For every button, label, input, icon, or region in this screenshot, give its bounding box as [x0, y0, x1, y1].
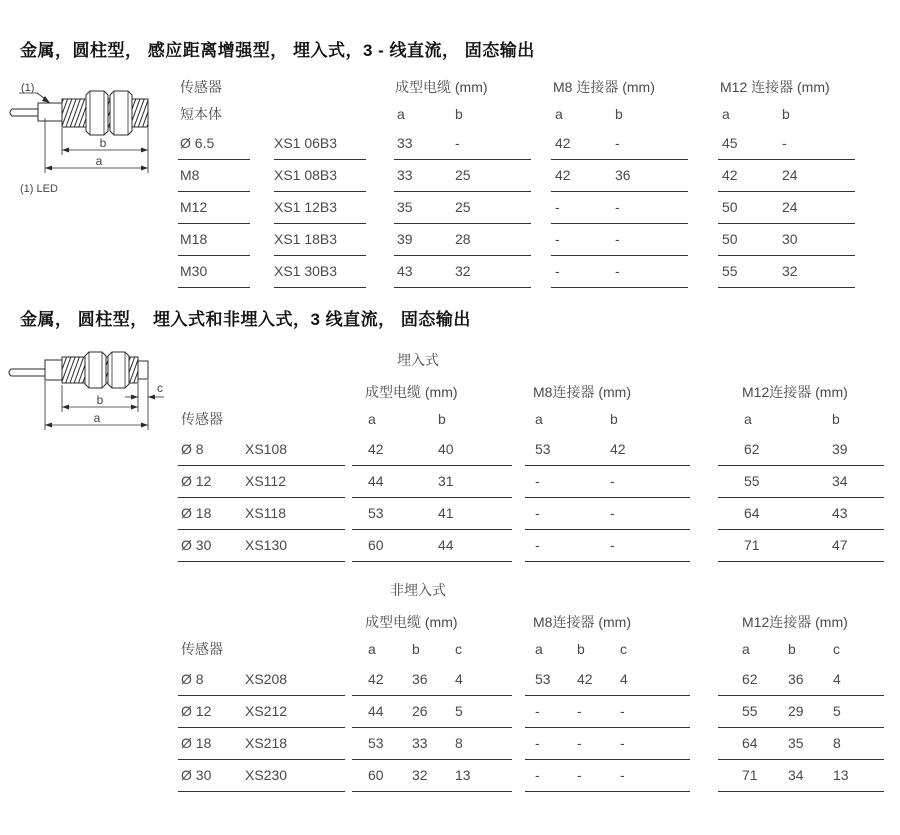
cable [10, 109, 38, 116]
dim-value: 35 [397, 199, 413, 215]
dim-value: 39 [397, 231, 413, 247]
dim-value: 60 [368, 537, 384, 553]
col-label-b: b [832, 411, 840, 427]
model-ref-cell: XS1 06B3 [274, 128, 366, 160]
dim-label-a: a [95, 154, 103, 168]
dim-group-m8-cell [525, 498, 690, 530]
sensor-size-cell: M8 [178, 160, 250, 192]
sensor-sensing-tip [138, 361, 148, 379]
dim-group-cable-cell [352, 696, 512, 728]
dim-group-m8-cell [525, 760, 690, 792]
dim-value: 42 [610, 441, 626, 457]
dim-value: 32 [782, 263, 798, 279]
dim-group-m12-cell [718, 728, 884, 760]
dim-group-cable-cell [352, 466, 512, 498]
table-row [178, 728, 884, 760]
col-label-a: a [742, 641, 750, 657]
dim-value: 13 [455, 767, 471, 783]
col-label-a: a [722, 106, 730, 122]
dim-value: 44 [368, 473, 384, 489]
dim-value: 41 [438, 505, 454, 521]
table-body [178, 128, 855, 288]
dim-group-cable-cell [352, 728, 512, 760]
subheader-cols-m12 [718, 638, 884, 664]
table-row [178, 664, 884, 696]
sensor-size-cell: M12 [178, 192, 250, 224]
arrowhead [62, 148, 69, 153]
dim-group-m8-cell [525, 466, 690, 498]
dim-group-m8-cell [525, 434, 690, 466]
arrowhead [45, 166, 52, 171]
model-ref: XS218 [245, 735, 288, 751]
dim-value: - [535, 703, 540, 719]
dim-value: 13 [833, 767, 849, 783]
dim-value: 62 [742, 671, 758, 687]
col-label-b: b [577, 641, 585, 657]
dim-value: 32 [412, 767, 428, 783]
model-ref: XS230 [245, 767, 288, 783]
col-label-a: a [535, 641, 543, 657]
dim-value: 32 [455, 263, 471, 279]
dim-label-c: c [157, 381, 163, 395]
dim-value: 4 [833, 671, 841, 687]
col-label-b: b [455, 106, 463, 122]
sensor-model-cell [178, 498, 345, 530]
arrowhead [141, 148, 148, 153]
dim-value: 55 [744, 473, 760, 489]
table-row [178, 498, 884, 530]
group-header-molded-cable: 成型电缆 (mm) [365, 384, 458, 400]
dim-group-m12-cell [718, 530, 884, 562]
dim-value: 31 [438, 473, 454, 489]
dim-value: 34 [832, 473, 848, 489]
col-label-b: b [782, 106, 790, 122]
column-header-sensor: 传感器 [180, 79, 222, 95]
dim-value: - [610, 505, 615, 521]
dim-value: 5 [833, 703, 841, 719]
subheader-cols-m8 [525, 408, 690, 434]
sensor-size: Ø 18 [181, 735, 212, 751]
dim-value: 8 [455, 735, 463, 751]
dim-value: - [555, 199, 560, 215]
dim-group-m12-cell [718, 760, 884, 792]
sensor-size-cell: M18 [178, 224, 250, 256]
col-label-a: a [555, 106, 563, 122]
dim-value: 47 [832, 537, 848, 553]
dim-group-m12-cell [718, 160, 855, 192]
dim-group-cable-cell [352, 434, 512, 466]
table-header-row [178, 606, 884, 638]
section2-title: 金属， 圆柱型， 埋入式和非埋入式，3 线直流， 固态输出 [20, 310, 471, 329]
dim-value: 4 [620, 671, 628, 687]
dim-group-m8-cell [551, 256, 688, 288]
table-non-flush [178, 574, 884, 792]
dim-value: 64 [744, 505, 760, 521]
dim-group-m12-cell [718, 498, 884, 530]
sensor-size: Ø 30 [181, 767, 212, 783]
arrowhead [148, 395, 155, 400]
dim-group-m8-cell [525, 696, 690, 728]
subheader-cols-cable [352, 408, 512, 434]
model-ref: XS118 [245, 505, 286, 521]
hex-nut [108, 352, 129, 388]
sensor-rear-body [45, 360, 62, 380]
model-ref: XS208 [245, 671, 288, 687]
dim-value: 42 [722, 167, 738, 183]
col-label-c: c [833, 641, 840, 657]
table-row [178, 160, 855, 192]
dim-group-m8-cell [525, 664, 690, 696]
dim-value: 33 [397, 135, 413, 151]
sensor-model-cell [178, 728, 345, 760]
model-ref: XS212 [245, 703, 288, 719]
dim-value: - [615, 263, 620, 279]
dim-value: 53 [368, 505, 384, 521]
dim-value: 24 [782, 167, 798, 183]
dim-value: 50 [722, 231, 738, 247]
table-row [178, 434, 884, 466]
dim-value: - [620, 767, 625, 783]
dim-value: - [620, 735, 625, 751]
col-label-b: b [438, 411, 446, 427]
group-header-m12-connector: M12连接器 (mm) [742, 614, 848, 630]
dim-value: 50 [722, 199, 738, 215]
col-label-b: b [610, 411, 618, 427]
subtable-title-row [178, 344, 884, 376]
dim-value: - [535, 473, 540, 489]
col-label-c: c [620, 641, 627, 657]
cable [9, 369, 45, 376]
dim-value: - [610, 537, 615, 553]
sensor-size-cell: M30 [178, 256, 250, 288]
sensor-model-cell [178, 696, 345, 728]
dim-value: - [620, 703, 625, 719]
table-row [178, 192, 855, 224]
dim-group-m8-cell [525, 530, 690, 562]
dim-value: 25 [455, 199, 471, 215]
dim-value: 55 [722, 263, 738, 279]
callout-label: (1) [21, 82, 35, 94]
dim-value: 42 [555, 135, 571, 151]
sensor-size: Ø 18 [181, 505, 212, 521]
dim-group-m12-cell [718, 696, 884, 728]
dim-group-m12-cell [718, 434, 884, 466]
table-row [178, 128, 855, 160]
table-subheader-row [178, 408, 884, 434]
sensor-model-cell [178, 434, 345, 466]
dim-value: 44 [438, 537, 454, 553]
sensor-header-label: 传感器 [181, 641, 223, 657]
dim-value: - [455, 135, 460, 151]
arrowhead [141, 166, 148, 171]
dim-value: 64 [742, 735, 758, 751]
col-label-a: a [397, 106, 405, 122]
dim-value: 34 [788, 767, 804, 783]
dim-group-m8-cell [551, 224, 688, 256]
model-ref: XS130 [245, 537, 288, 553]
dim-value: 42 [555, 167, 571, 183]
dim-group-cable-cell [394, 160, 531, 192]
subheader-cols-m8 [551, 106, 688, 128]
group-header-m8-connector: M8连接器 (mm) [533, 614, 631, 630]
table-body [178, 664, 884, 792]
dim-value: 55 [742, 703, 758, 719]
dim-group-cable-cell [394, 224, 531, 256]
arrowhead [62, 405, 69, 410]
dim-value: 62 [744, 441, 760, 457]
arrowhead [131, 395, 138, 400]
dim-value: - [535, 735, 540, 751]
dim-value: - [615, 199, 620, 215]
dim-value: 40 [438, 441, 454, 457]
dim-group-cable-cell [352, 664, 512, 696]
dim-group-cable-cell [352, 760, 512, 792]
subheader-cols-m8 [525, 638, 690, 664]
spacer [178, 344, 352, 376]
table-row [178, 224, 855, 256]
col-label-b: b [412, 641, 420, 657]
model-column-spacer [274, 106, 366, 128]
table-flush [178, 344, 884, 562]
dim-value: 53 [535, 671, 551, 687]
col-label-a: a [744, 411, 752, 427]
column-subheader-short-body: 短本体 [180, 106, 222, 122]
group-header-molded-cable: 成型电缆 (mm) [395, 79, 488, 95]
dim-value: 71 [742, 767, 758, 783]
table-header-row [178, 376, 884, 408]
table-row [178, 696, 884, 728]
model-ref: XS108 [245, 441, 288, 457]
arrowhead [131, 405, 138, 410]
group-header-m12-connector: M12 连接器 (mm) [720, 79, 830, 95]
table-flush-enhanced [178, 76, 855, 288]
model-ref-cell: XS1 08B3 [274, 160, 366, 192]
model-ref-cell: XS1 18B3 [274, 224, 366, 256]
table-header-row [178, 76, 855, 106]
dim-value: 43 [397, 263, 413, 279]
dim-value: 36 [788, 671, 804, 687]
col-label-a: a [368, 641, 376, 657]
dim-group-cable-cell [394, 192, 531, 224]
subtable-title-flush: 埋入式 [397, 352, 439, 368]
hex-nut [85, 352, 106, 388]
dim-group-m12-cell [718, 256, 855, 288]
dim-group-m8-cell [551, 192, 688, 224]
dim-value: - [555, 231, 560, 247]
dim-value: - [577, 767, 582, 783]
dim-group-m12-cell [718, 664, 884, 696]
table-body [178, 434, 884, 562]
dim-value: 43 [832, 505, 848, 521]
sensor-model-cell [178, 530, 345, 562]
dim-value: - [782, 135, 787, 151]
dim-value: 36 [412, 671, 428, 687]
dim-value: - [577, 735, 582, 751]
dim-label-b: b [99, 136, 107, 150]
subheader-cols-m12 [718, 408, 884, 434]
dim-value: 4 [455, 671, 463, 687]
dim-value: 53 [368, 735, 384, 751]
dim-value: 35 [788, 735, 804, 751]
subheader-cols-cable [352, 638, 512, 664]
table-row [178, 256, 855, 288]
sensor-size: Ø 8 [181, 671, 204, 687]
hex-nut [110, 91, 132, 135]
dim-label-a: a [93, 411, 101, 425]
dim-group-m12-cell [718, 128, 855, 160]
dim-value: 33 [412, 735, 428, 751]
col-label-b: b [615, 106, 623, 122]
sensor-model-cell [178, 466, 345, 498]
table-row [178, 760, 884, 792]
sensor-header-label: 传感器 [181, 411, 223, 427]
column-header-sensor [178, 408, 345, 434]
dim-value: 53 [535, 441, 551, 457]
col-label-b: b [788, 641, 796, 657]
sensor-column-spacer [178, 606, 345, 638]
sensor-diagram-general [5, 345, 175, 460]
subheader-cols-m12 [718, 106, 855, 128]
dim-value: 29 [788, 703, 804, 719]
arrowhead [45, 423, 52, 428]
column-header-sensor [178, 638, 345, 664]
dim-label-b: b [96, 393, 104, 407]
section1-title: 金属，圆柱型， 感应距离增强型， 埋入式，3 - 线直流， 固态输出 [20, 41, 535, 60]
sensor-diagram-flush [5, 78, 175, 203]
table-row [178, 530, 884, 562]
dim-value: 8 [833, 735, 841, 751]
group-header-m12-connector: M12连接器 (mm) [742, 384, 848, 400]
col-label-c: c [455, 641, 462, 657]
subtable-title-row [178, 574, 884, 606]
table-subheader-row [178, 638, 884, 664]
table-subheader-row [178, 106, 855, 128]
sensor-column-spacer [178, 376, 345, 408]
sensor-size: Ø 30 [181, 537, 212, 553]
model-ref: XS112 [245, 473, 286, 489]
dim-value: 36 [615, 167, 631, 183]
dim-value: 42 [577, 671, 593, 687]
dim-value: 30 [782, 231, 798, 247]
group-header-molded-cable: 成型电缆 (mm) [365, 614, 458, 630]
sensor-size: Ø 12 [181, 473, 212, 489]
dim-group-m8-cell [525, 728, 690, 760]
sensor-rear-body [38, 103, 62, 121]
dim-value: 44 [368, 703, 384, 719]
hex-nut [86, 91, 108, 135]
dim-value: - [577, 703, 582, 719]
dim-group-cable-cell [352, 498, 512, 530]
sensor-size: Ø 8 [181, 441, 204, 457]
dim-group-cable-cell [394, 128, 531, 160]
dim-value: 42 [368, 441, 384, 457]
dim-value: 39 [832, 441, 848, 457]
dim-value: 25 [455, 167, 471, 183]
group-header-m8-connector: M8 连接器 (mm) [553, 79, 655, 95]
col-label-a: a [368, 411, 376, 427]
model-column-spacer [274, 76, 366, 106]
sensor-size-cell: Ø 6.5 [178, 128, 250, 160]
sensor-model-cell [178, 664, 345, 696]
dim-group-cable-cell [394, 256, 531, 288]
dim-group-m12-cell [718, 192, 855, 224]
arrowhead [141, 423, 148, 428]
model-ref-cell: XS1 30B3 [274, 256, 366, 288]
dim-value: 26 [412, 703, 428, 719]
dim-group-m12-cell [718, 224, 855, 256]
dim-value: - [555, 263, 560, 279]
dim-value: - [535, 505, 540, 521]
spacer [178, 574, 352, 606]
col-label-a: a [535, 411, 543, 427]
dim-value: 45 [722, 135, 738, 151]
dim-value: - [535, 537, 540, 553]
dim-value: 24 [782, 199, 798, 215]
dim-value: 33 [397, 167, 413, 183]
group-header-m8-connector: M8连接器 (mm) [533, 384, 631, 400]
sensor-model-cell [178, 760, 345, 792]
dim-value: - [610, 473, 615, 489]
dim-group-cable-cell [352, 530, 512, 562]
subtable-title-non-flush: 非埋入式 [390, 582, 446, 598]
dim-group-m8-cell [551, 160, 688, 192]
dim-group-m12-cell [718, 466, 884, 498]
dim-value: 60 [368, 767, 384, 783]
dim-value: 42 [368, 671, 384, 687]
dim-value: - [615, 135, 620, 151]
dim-value: 28 [455, 231, 471, 247]
model-ref-cell: XS1 12B3 [274, 192, 366, 224]
dim-value: - [535, 767, 540, 783]
dim-group-m8-cell [551, 128, 688, 160]
dim-value: 5 [455, 703, 463, 719]
subheader-cols-cable [394, 106, 531, 128]
led-note: (1) LED [20, 183, 58, 195]
table-row [178, 466, 884, 498]
sensor-size: Ø 12 [181, 703, 212, 719]
dim-value: - [615, 231, 620, 247]
dim-value: 71 [744, 537, 760, 553]
